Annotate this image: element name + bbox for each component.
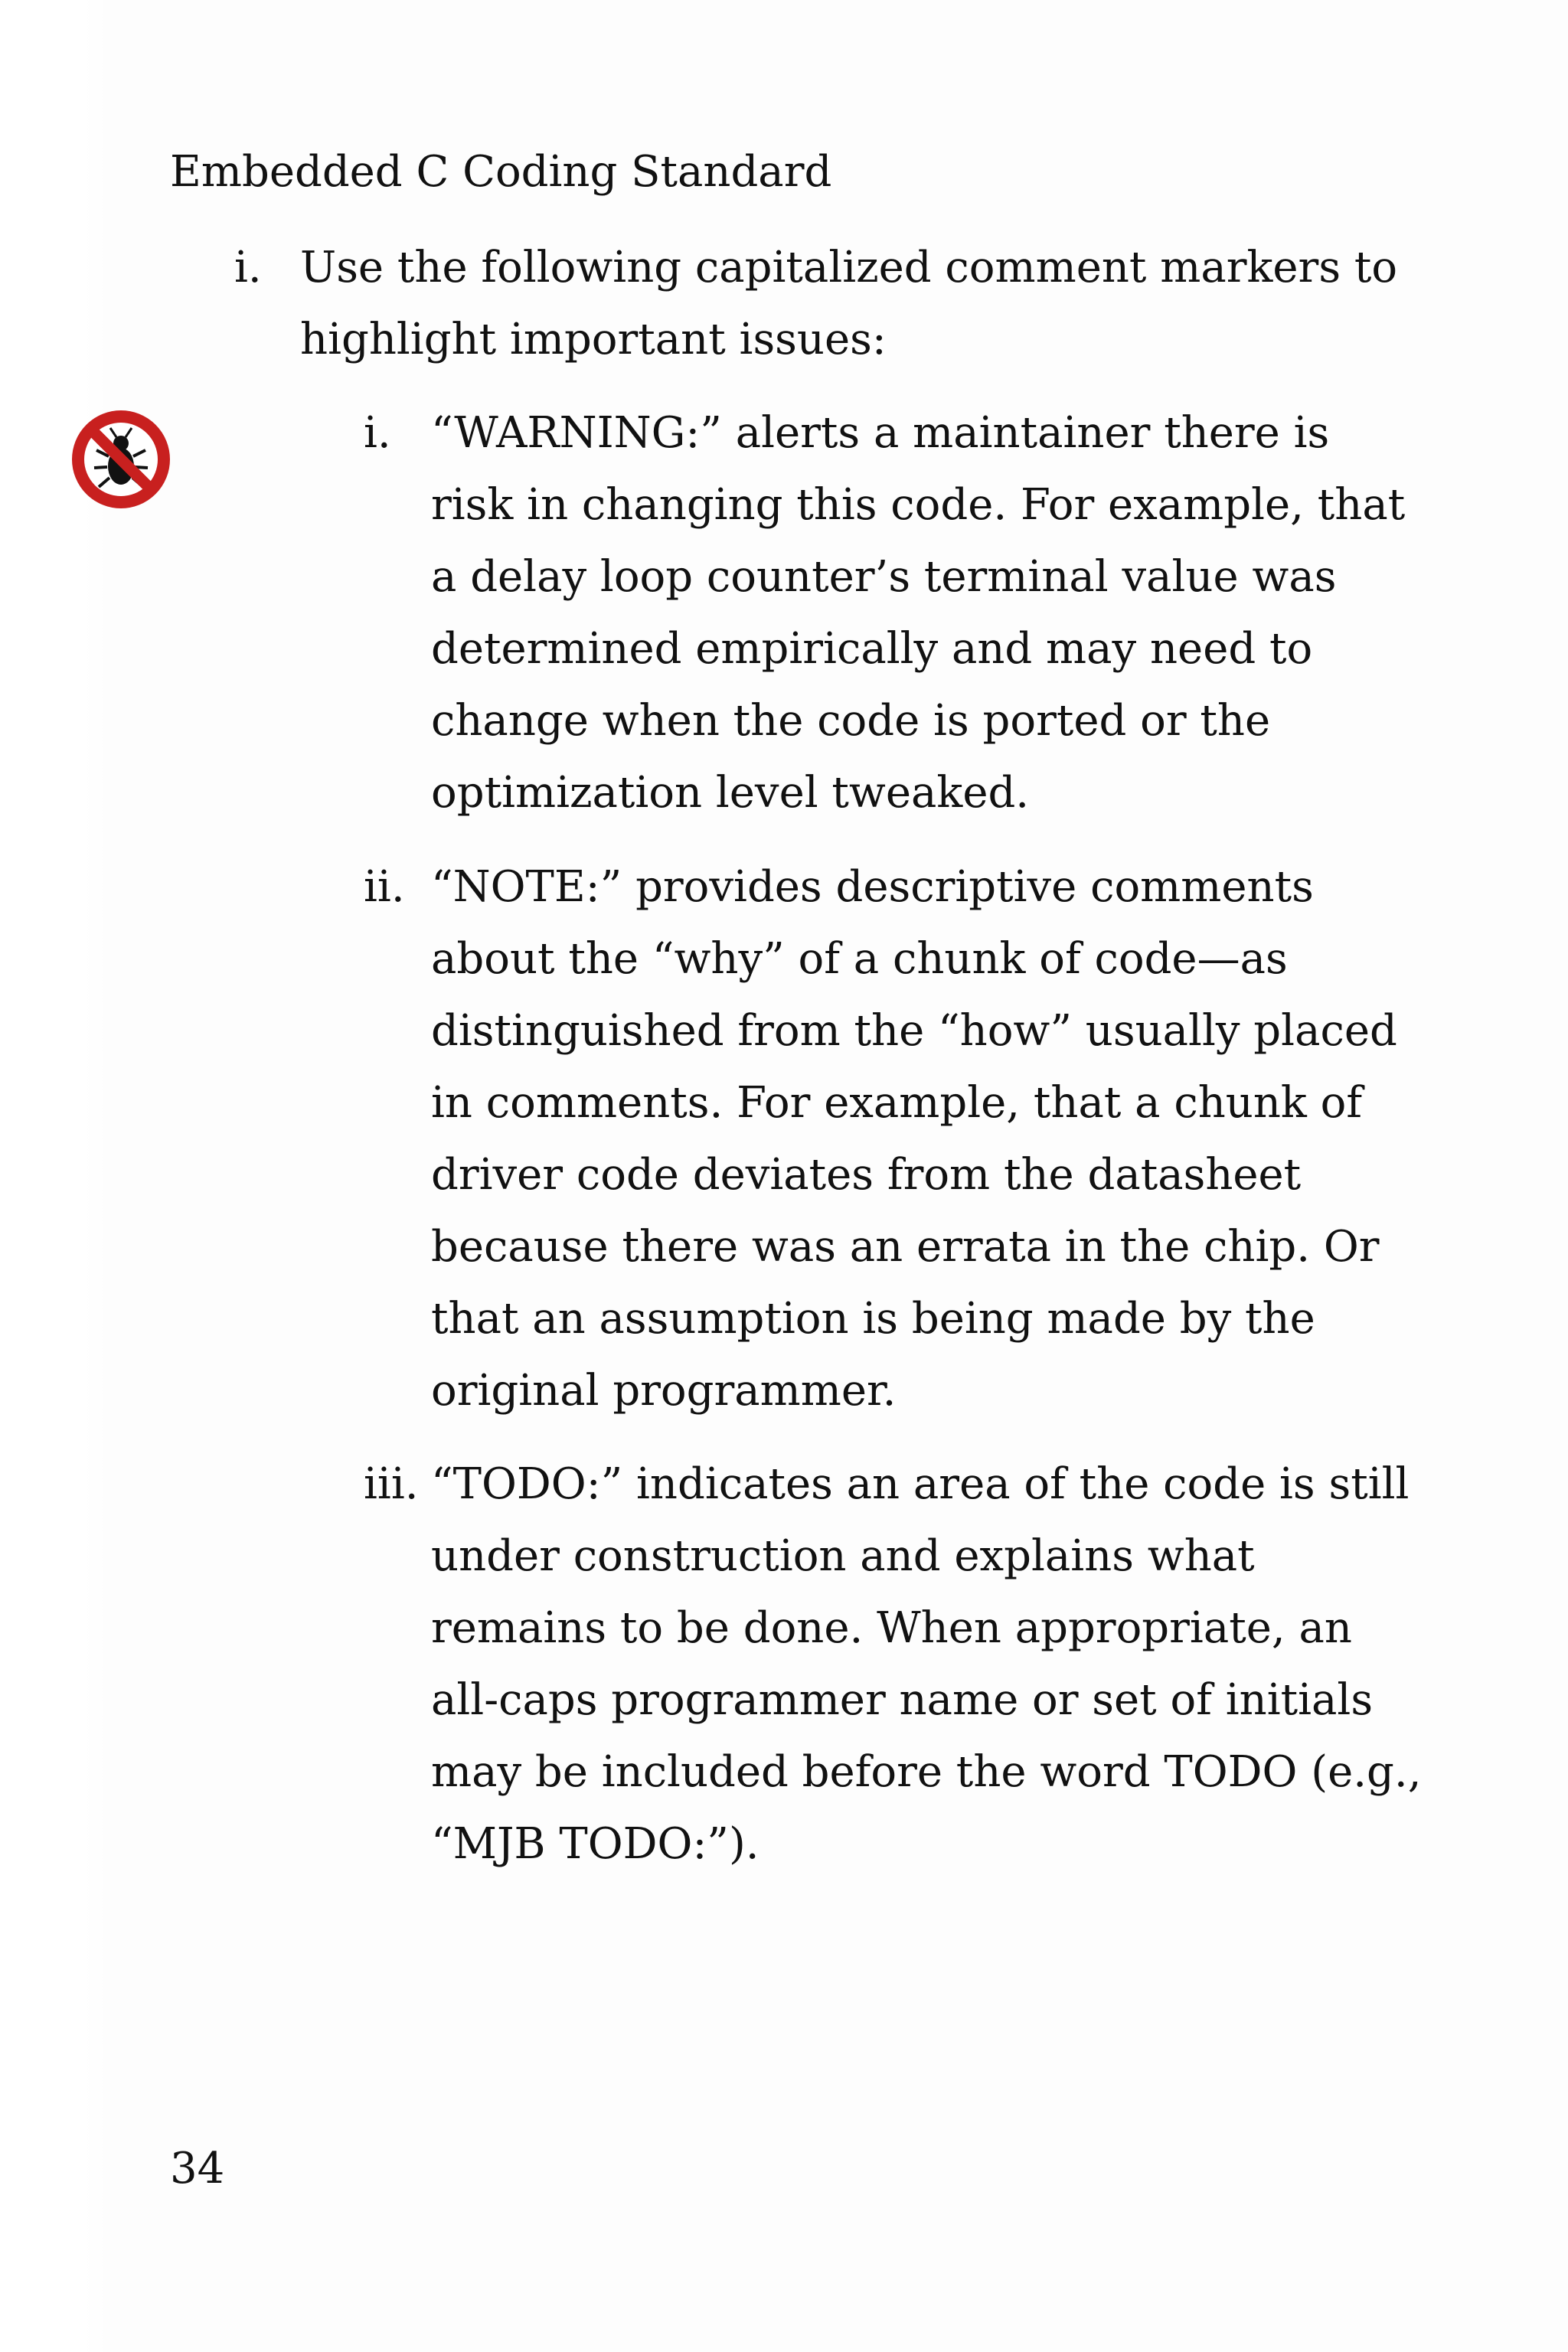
text-line: remains to be done. When appropriate, an xyxy=(431,1603,1352,1653)
text-line: may be included before the word TODO (e.g., xyxy=(431,1747,1422,1797)
list-item xyxy=(234,232,1398,376)
text-line: driver code deviates from the datasheet xyxy=(431,1150,1302,1200)
text-line: “NOTE:” provides descriptive comments xyxy=(431,862,1314,912)
list-marker: iii. xyxy=(364,1459,419,1509)
text-line: determined empirically and may need to xyxy=(431,624,1313,674)
text-line: “WARNING:” alerts a maintainer there is xyxy=(431,408,1330,458)
text-line: distinguished from the “how” usually placed xyxy=(431,1006,1397,1056)
list-marker: ii. xyxy=(364,862,405,912)
list-marker: i. xyxy=(234,243,262,292)
text-line: original programmer. xyxy=(431,1366,897,1416)
text-line: because there was an errata in the chip. Or xyxy=(431,1222,1380,1272)
text-line: a delay loop counter’s terminal value was xyxy=(431,552,1337,602)
text-line: under construction and explains what xyxy=(431,1531,1255,1581)
text-line: “MJB TODO:”). xyxy=(431,1819,760,1869)
text-line: Use the following capitalized comment markers to xyxy=(300,243,1398,292)
sub-list-item-warning xyxy=(364,397,1406,829)
text-line: “TODO:” indicates an area of the code is still xyxy=(431,1459,1410,1509)
text-line: change when the code is ported or the xyxy=(431,696,1271,746)
text-line: that an assumption is being made by the xyxy=(431,1294,1315,1344)
text-line: risk in changing this code. For example, that xyxy=(431,480,1406,530)
text-line: in comments. For example, that a chunk of xyxy=(431,1078,1363,1128)
no-bugs-icon xyxy=(70,409,172,510)
sub-list-item-note xyxy=(364,851,1397,1427)
text-line: optimization level tweaked. xyxy=(431,768,1030,818)
text-line: all-caps programmer name or set of initials xyxy=(431,1675,1374,1725)
list-marker: i. xyxy=(364,408,391,458)
text-line: highlight important issues: xyxy=(300,315,887,364)
running-header: Embedded C Coding Standard xyxy=(170,147,832,197)
text-line: about the “why” of a chunk of code—as xyxy=(431,934,1288,984)
page-number: 34 xyxy=(170,2144,225,2194)
sub-list-item-todo xyxy=(364,1449,1422,1880)
